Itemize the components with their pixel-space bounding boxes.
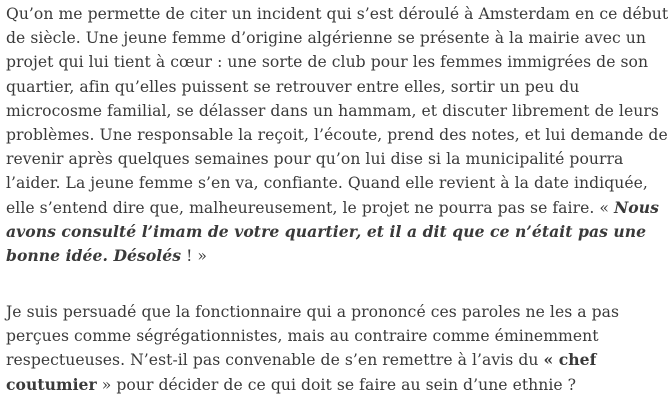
paragraph-amsterdam-incident <box>6 2 668 268</box>
text-line: perçues comme ségrégationnistes, mais au contraire comme éminemment <box>6 327 599 346</box>
text-segment: respectueuses. N’est-il pas convenable de s’en remettre à l’avis du <box>6 351 544 370</box>
text-line: quartier, afin qu’elles puissent se retrouver entre elles, sortir un peu du <box>6 77 580 96</box>
text-line: de siècle. Une jeune femme d’origine algérienne se présente à la mairie avec un <box>6 29 646 48</box>
emphasized-term: coutumier <box>6 374 97 394</box>
text-line: microcosme familial, se délasser dans un hammam, et discuter librement de leurs <box>6 101 659 120</box>
text-segment: » pour décider de ce qui doit se faire au sein d’une ethnie ? <box>96 375 577 394</box>
text-line-with-quote <box>6 196 668 220</box>
text-line: Qu’on me permette de citer un incident qui s’est déroulé à Amsterdam en ce début <box>6 5 668 23</box>
text-segment: elle s’entend dire que, malheureusement, le projet ne pourra pas se faire. <box>6 198 595 217</box>
emphasized-term: chef <box>558 350 597 370</box>
quote-mark-open: « <box>543 350 559 370</box>
quote-text: Nous <box>613 197 659 217</box>
quote-mark-open: « <box>594 198 614 217</box>
quote-text: bonne idée. Désolés <box>6 245 182 265</box>
text-line: projet qui lui tient à cœur : une sorte de club pour les femmes immigrées de son <box>6 53 649 72</box>
quote-text-line: avons consulté l’imam de votre quartier, et il a dit que ce n’était pas une <box>6 221 647 241</box>
text-line-with-emphasis <box>6 373 619 397</box>
text-line-with-emphasis <box>6 348 619 372</box>
text-line: problèmes. Une responsable la reçoit, l’écoute, prend des notes, et lui demande de <box>6 125 668 144</box>
text-line: l’aider. La jeune femme s’en va, confiante. Quand elle revient à la date indiquée, <box>6 174 648 193</box>
text-line: Je suis persuadé que la fonctionnaire qui a prononcé ces paroles ne les a pas <box>6 303 620 321</box>
paragraph-chef-coutumier <box>6 300 619 397</box>
text-line: revenir après quelques semaines pour qu’on lui dise si la municipalité pourra <box>6 150 624 169</box>
quote-mark-close: ! » <box>181 246 207 265</box>
quote-text-line-end <box>6 244 668 268</box>
